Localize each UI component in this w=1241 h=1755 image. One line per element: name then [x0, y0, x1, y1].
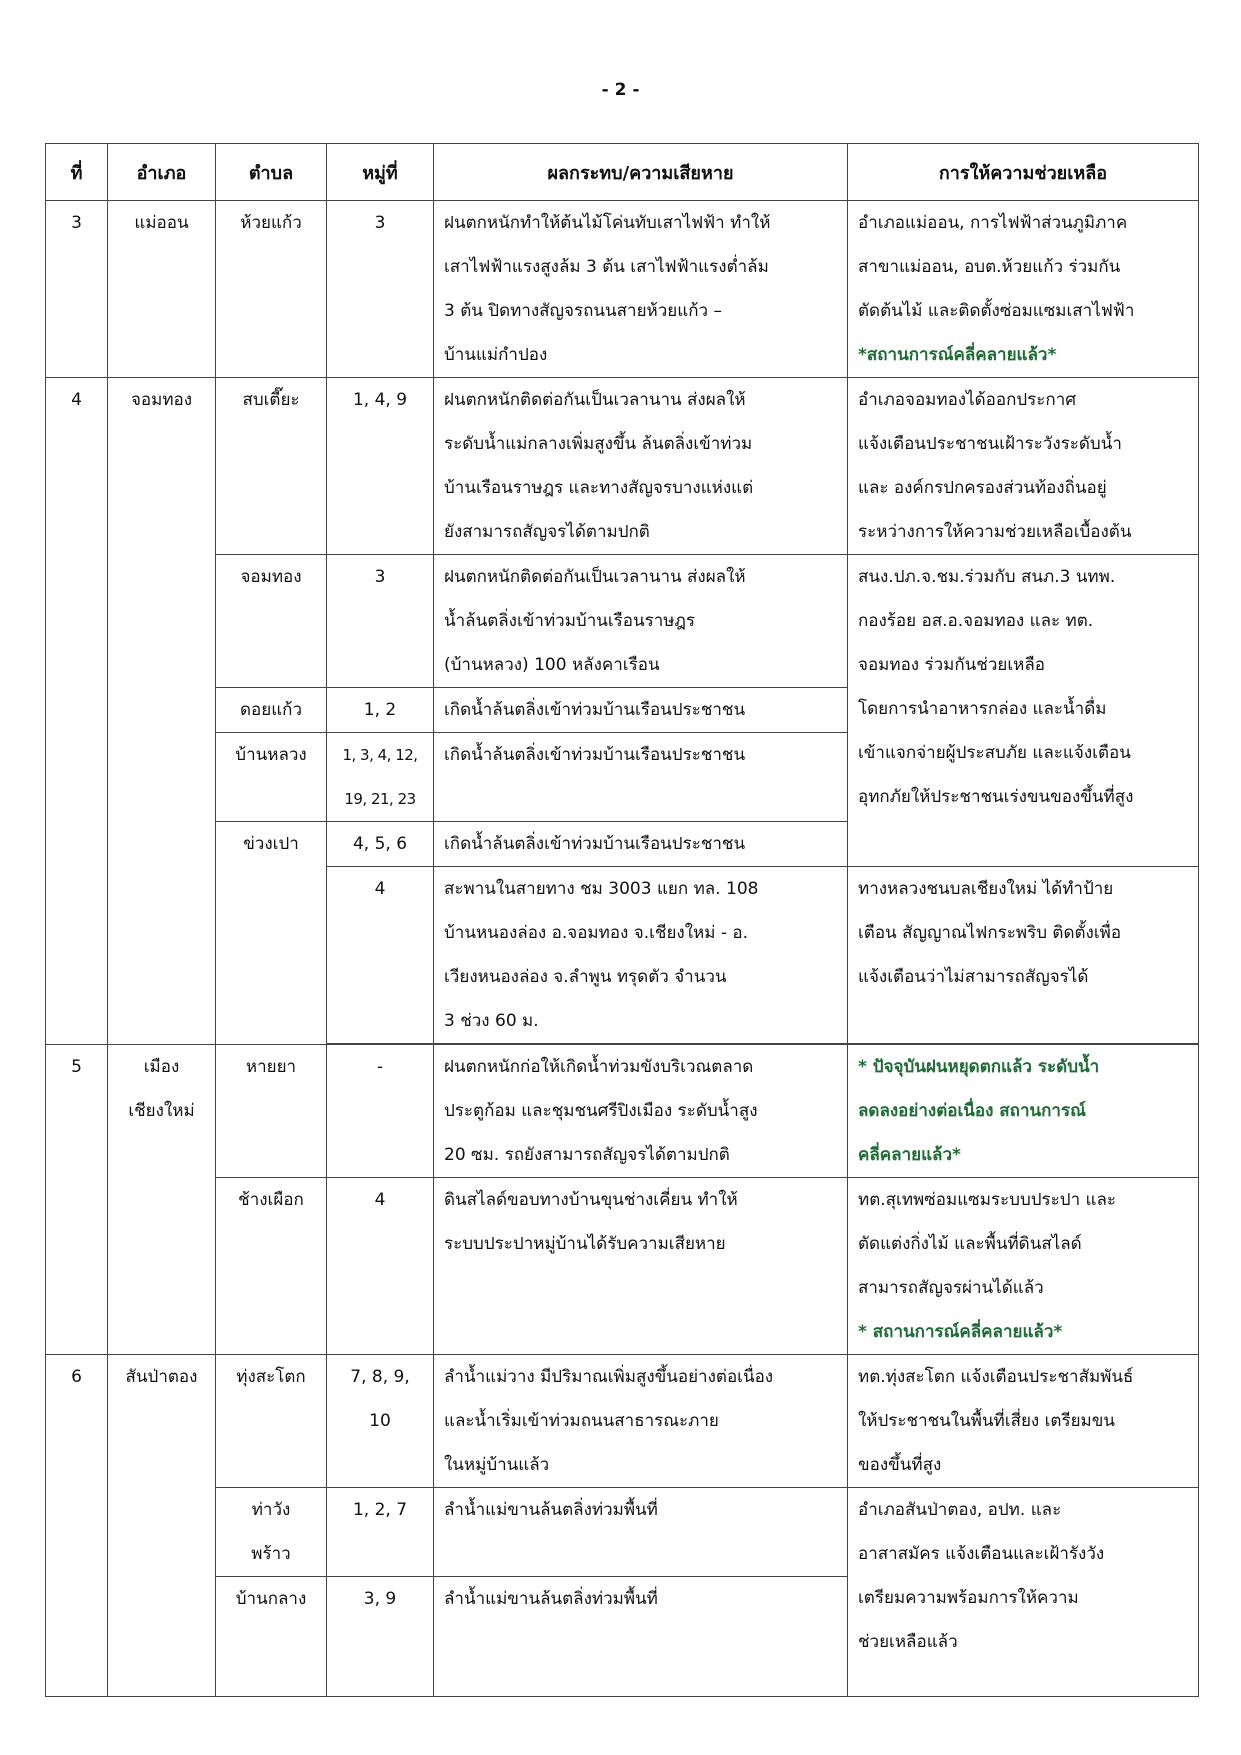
- village-no: -: [327, 1045, 434, 1178]
- village-line: 10: [369, 1411, 391, 1431]
- impact-line: เกิดน้ำล้นตลิ่งเข้าท่วมบ้านเรือนประชาชน: [444, 700, 746, 720]
- assist-line: อำเภอสันป่าตอง, อปท. และ: [858, 1500, 1062, 1520]
- subdistrict-line: พร้าว: [251, 1544, 291, 1564]
- impact-cell: [434, 1488, 848, 1577]
- impact-line: น้ำล้นตลิ่งเข้าท่วมบ้านเรือนราษฎร: [444, 611, 696, 631]
- village-no: [327, 733, 434, 822]
- assistance-cell: [848, 378, 1199, 555]
- impact-cell: [434, 1045, 848, 1178]
- assist-line: ทต.ทุ่งสะโตก แจ้งเตือนประชาสัมพันธ์: [858, 1367, 1134, 1387]
- impact-line: ลำน้ำแม่ขานล้นตลิ่งท่วมพื้นที่: [444, 1589, 658, 1609]
- table-row: [46, 1355, 1199, 1488]
- village-line: 19, 21, 23: [344, 790, 416, 808]
- impact-line: เวียงหนองล่อง จ.ลำพูน ทรุดตัว จำนวน: [444, 967, 727, 987]
- district-line: เชียงใหม่: [128, 1101, 195, 1121]
- impact-cell: [434, 1577, 848, 1697]
- status-resolved: คลี่คลายแล้ว*: [858, 1145, 961, 1165]
- assistance-cell: [848, 1045, 1199, 1178]
- assist-line: ช่วยเหลือแล้ว: [858, 1632, 958, 1652]
- assist-line: สามารถสัญจรผ่านได้แล้ว: [858, 1278, 1044, 1298]
- impact-line: เสาไฟฟ้าแรงสูงล้ม 3 ต้น เสาไฟฟ้าแรงต่ำล้ม: [444, 257, 769, 277]
- header-no: ที่: [46, 144, 108, 201]
- assist-line: แจ้งเตือนว่าไม่สามารถสัญจรได้: [858, 967, 1089, 987]
- assist-line: ให้ประชาชนในพื้นที่เสี่ยง เตรียมขน: [858, 1411, 1116, 1431]
- impact-line: 3 ต้น ปิดทางสัญจรถนนสายห้วยแก้ว –: [444, 301, 722, 321]
- assist-line: อำเภอจอมทองได้ออกประกาศ: [858, 390, 1077, 410]
- village-no: 1, 4, 9: [327, 378, 434, 555]
- subdistrict: จอมทอง: [216, 555, 327, 688]
- impact-line: ในหมู่บ้านแล้ว: [444, 1455, 550, 1475]
- district-line: เมือง: [143, 1057, 180, 1077]
- assist-line: แจ้งเตือนประชาชนเฝ้าระวังระดับน้ำ: [858, 434, 1122, 454]
- impact-line: 3 ช่วง 60 ม.: [444, 1011, 539, 1031]
- assist-line: กองร้อย อส.อ.จอมทอง และ ทต.: [858, 611, 1094, 631]
- subdistrict: บ้านกลาง: [216, 1577, 327, 1697]
- table-row: [46, 1045, 1199, 1178]
- impact-line: เกิดน้ำล้นตลิ่งเข้าท่วมบ้านเรือนประชาชน: [444, 834, 746, 854]
- header-subdistrict: ตำบล: [216, 144, 327, 201]
- impact-line: 20 ซม. รถยังสามารถสัญจรได้ตามปกติ: [444, 1145, 730, 1165]
- village-line: 7, 8, 9,: [350, 1367, 410, 1387]
- assist-line: เตือน สัญญาณไฟกระพริบ ติดตั้งเพื่อ: [858, 923, 1122, 943]
- table-header-row: [46, 144, 1199, 201]
- subdistrict: ทุ่งสะโตก: [216, 1355, 327, 1488]
- assistance-cell: [848, 1488, 1199, 1697]
- village-no: 4, 5, 6: [327, 822, 434, 867]
- subdistrict: [216, 1488, 327, 1577]
- village-no: 1, 2: [327, 688, 434, 733]
- subdistrict: ห้วยแก้ว: [216, 201, 327, 378]
- table-row: [46, 555, 1199, 688]
- subdistrict: ดอยแก้ว: [216, 688, 327, 733]
- district: จอมทอง: [108, 378, 216, 1045]
- impact-line: ฝนตกหนักทำให้ต้นไม้โค่นทับเสาไฟฟ้า ทำให้: [444, 213, 771, 233]
- status-resolved: ลดลงอย่างต่อเนื่อง สถานการณ์: [858, 1101, 1086, 1121]
- row-number: 6: [46, 1355, 108, 1697]
- status-resolved: * ปัจจุบันฝนหยุดตกแล้ว ระดับน้ำ: [858, 1057, 1100, 1077]
- assist-line: อำเภอแม่ออน, การไฟฟ้าส่วนภูมิภาค: [858, 213, 1128, 233]
- subdistrict-line: ท่าวัง: [251, 1500, 291, 1520]
- subdistrict: บ้านหลวง: [216, 733, 327, 822]
- impact-cell: [434, 555, 848, 688]
- impact-line: บ้านหนองล่อง อ.จอมทอง จ.เชียงใหม่ - อ.: [444, 923, 748, 943]
- district: แม่ออน: [108, 201, 216, 378]
- header-assistance: การให้ความช่วยเหลือ: [848, 144, 1199, 201]
- impact-cell: [434, 201, 848, 378]
- subdistrict: ช้างเผือก: [216, 1178, 327, 1355]
- village-no: [327, 1355, 434, 1488]
- impact-line: ฝนตกหนักติดต่อกันเป็นเวลานาน ส่งผลให้: [444, 567, 746, 587]
- header-village: หมู่ที่: [327, 144, 434, 201]
- subdistrict: หายยา: [216, 1045, 327, 1178]
- assist-line: อาสาสมัคร แจ้งเตือนและเฝ้ารังวัง: [858, 1544, 1105, 1564]
- row-number: 3: [46, 201, 108, 378]
- impact-line: ระดับน้ำแม่กลางเพิ่มสูงขึ้น ล้นตลิ่งเข้าท่วม: [444, 434, 753, 454]
- assist-line: เตรียมความพร้อมการให้ความ: [858, 1588, 1079, 1608]
- village-no: 4: [327, 1178, 434, 1355]
- impact-line: ดินสไลด์ขอบทางบ้านขุนช่างเคี่ยน ทำให้: [444, 1190, 738, 1210]
- district: [108, 1045, 216, 1355]
- row-number: 4: [46, 378, 108, 1045]
- assist-line: ตัดต้นไม้ และติดตั้งซ่อมแซมเสาไฟฟ้า: [858, 301, 1135, 321]
- disaster-report-table: [45, 143, 1199, 1697]
- assistance-cell: [848, 867, 1199, 1044]
- impact-line: ฝนตกหนักติดต่อกันเป็นเวลานาน ส่งผลให้: [444, 390, 746, 410]
- impact-cell: [434, 733, 848, 822]
- assist-line: และ องค์กรปกครองส่วนท้องถิ่นอยู่: [858, 478, 1107, 498]
- impact-line: บ้านแม่กำปอง: [444, 345, 548, 365]
- page-number: - 2 -: [601, 80, 640, 100]
- impact-cell: [434, 867, 848, 1044]
- impact-line: ยังสามารถสัญจรได้ตามปกติ: [444, 522, 650, 542]
- assist-line: โดยการนำอาหารกล่อง และน้ำดื่ม: [858, 699, 1107, 719]
- impact-line: (บ้านหลวง) 100 หลังคาเรือน: [444, 655, 660, 675]
- impact-line: ฝนตกหนักก่อให้เกิดน้ำท่วมขังบริเวณตลาด: [444, 1057, 754, 1077]
- impact-cell: [434, 1178, 848, 1355]
- village-no: 3: [327, 555, 434, 688]
- district: สันป่าตอง: [108, 1355, 216, 1697]
- assist-line: ของขึ้นที่สูง: [858, 1455, 942, 1475]
- table-row: [46, 201, 1199, 378]
- table-row: [46, 1178, 1199, 1355]
- status-resolved: *สถานการณ์คลี่คลายแล้ว*: [858, 345, 1057, 365]
- impact-line: และน้ำเริ่มเข้าท่วมถนนสาธารณะภาย: [444, 1411, 719, 1431]
- assist-line: สนง.ปภ.จ.ชม.ร่วมกับ สนภ.3 นทพ.: [858, 567, 1116, 587]
- assist-line: เข้าแจกจ่ายผู้ประสบภัย และแจ้งเตือน: [858, 743, 1131, 763]
- impact-line: ระบบประปาหมู่บ้านได้รับความเสียหาย: [444, 1234, 726, 1254]
- village-no: 1, 2, 7: [327, 1488, 434, 1577]
- table-row: [46, 1488, 1199, 1577]
- impact-cell: [434, 688, 848, 733]
- assistance-cell: [848, 201, 1199, 378]
- assist-line: ระหว่างการให้ความช่วยเหลือเบื้องต้น: [858, 522, 1132, 542]
- header-district: อำเภอ: [108, 144, 216, 201]
- village-line: 1, 3, 4, 12,: [342, 746, 418, 764]
- subdistrict: ข่วงเปา: [216, 822, 327, 1044]
- assist-line: สาขาแม่ออน, อบต.ห้วยแก้ว ร่วมกัน: [858, 257, 1121, 277]
- impact-line: ลำน้ำแม่ขานล้นตลิ่งท่วมพื้นที่: [444, 1500, 658, 1520]
- impact-line: บ้านเรือนราษฎร และทางสัญจรบางแห่งแต่: [444, 478, 754, 498]
- assist-line: จอมทอง ร่วมกันช่วยเหลือ: [858, 655, 1045, 675]
- assist-line: ทต.สุเทพซ่อมแซมระบบประปา และ: [858, 1190, 1117, 1210]
- header-impact: ผลกระทบ/ความเสียหาย: [434, 144, 848, 201]
- impact-cell: [434, 822, 848, 867]
- impact-cell: [434, 378, 848, 555]
- impact-line: ประตูก้อม และชุมชนศรีปิงเมือง ระดับน้ำสูง: [444, 1101, 758, 1121]
- impact-cell: [434, 1355, 848, 1488]
- assist-line: ทางหลวงชนบลเชียงใหม่ ได้ทำป้าย: [858, 879, 1114, 899]
- impact-line: เกิดน้ำล้นตลิ่งเข้าท่วมบ้านเรือนประชาชน: [444, 745, 746, 765]
- impact-line: สะพานในสายทาง ชม 3003 แยก ทล. 108: [444, 879, 759, 899]
- assist-line: อุทกภัยให้ประชาชนเร่งขนของขึ้นที่สูง: [858, 787, 1134, 807]
- row-number: 5: [46, 1045, 108, 1355]
- assistance-cell: [848, 1178, 1199, 1355]
- table-row: [46, 378, 1199, 555]
- status-resolved: * สถานการณ์คลี่คลายแล้ว*: [858, 1322, 1063, 1342]
- assistance-cell: [848, 1355, 1199, 1488]
- subdistrict: สบเตี๊ยะ: [216, 378, 327, 555]
- assist-line: ตัดแต่งกิ่งไม้ และพื้นที่ดินสไลด์: [858, 1234, 1082, 1254]
- village-no: 3: [327, 201, 434, 378]
- village-no: 3, 9: [327, 1577, 434, 1697]
- impact-line: ลำน้ำแม่วาง มีปริมาณเพิ่มสูงขึ้นอย่างต่อเนื่อง: [444, 1367, 774, 1387]
- assistance-cell: [848, 555, 1199, 867]
- village-no: 4: [327, 867, 434, 1044]
